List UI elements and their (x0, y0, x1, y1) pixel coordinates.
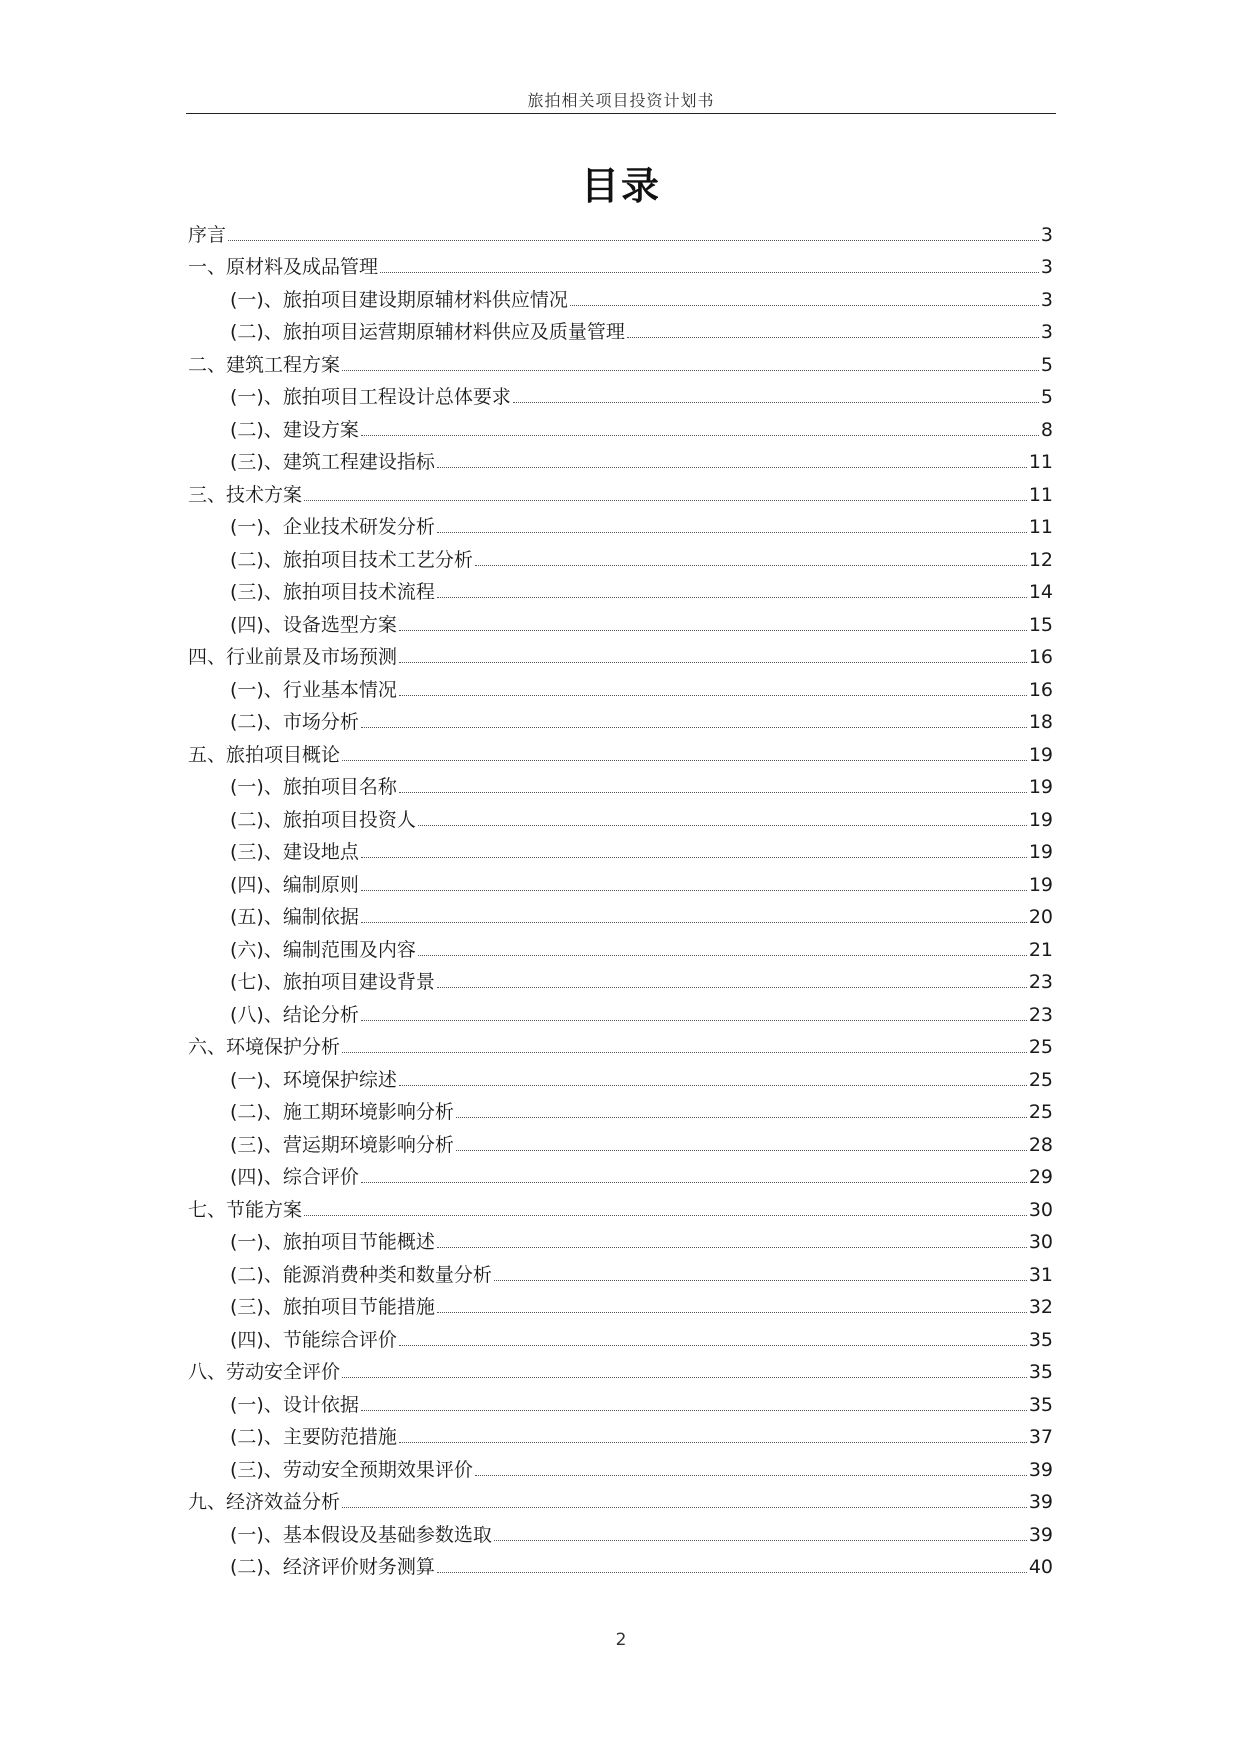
toc-section-entry[interactable] (188, 1027, 1053, 1060)
toc-section-entry[interactable] (188, 1189, 1053, 1222)
toc-entry-page: 19 (1028, 776, 1053, 798)
toc-subsection-entry[interactable] (188, 864, 1053, 897)
toc-subsection-entry[interactable] (188, 1059, 1053, 1092)
toc-entry-page: 12 (1028, 548, 1053, 571)
toc-dot-leader (437, 1247, 1027, 1248)
toc-dot-leader (399, 630, 1027, 631)
toc-dot-leader (494, 1280, 1027, 1281)
toc-subsection-entry[interactable] (188, 1514, 1053, 1547)
toc-subsection-entry[interactable] (188, 669, 1053, 702)
toc-subsection-entry[interactable] (188, 312, 1053, 345)
toc-subsection-entry[interactable] (188, 1254, 1053, 1287)
toc-subsection-entry[interactable] (188, 929, 1053, 962)
toc-dot-leader (494, 1540, 1027, 1541)
toc-entry-page: 40 (1028, 1556, 1053, 1578)
toc-entry-page: 19 (1028, 743, 1053, 766)
toc-entry-page: 39 (1028, 1458, 1053, 1481)
toc-dot-leader (399, 792, 1027, 793)
toc-dot-leader (361, 1182, 1027, 1183)
toc-entry-label: (一)、设计依据 (230, 1393, 359, 1416)
toc-entry-page: 39 (1028, 1523, 1053, 1546)
toc-dot-leader (418, 955, 1027, 956)
toc-entry-label: 三、技术方案 (188, 483, 303, 506)
toc-entry-label: (二)、主要防范措施 (230, 1426, 397, 1448)
toc-subsection-entry[interactable] (188, 377, 1053, 410)
toc-dot-leader (456, 1117, 1027, 1118)
toc-subsection-entry[interactable] (188, 1319, 1053, 1352)
toc-dot-leader (342, 1507, 1027, 1508)
toc-section-entry[interactable] (188, 637, 1053, 670)
toc-entry-label: (二)、能源消费种类和数量分析 (230, 1263, 492, 1286)
toc-subsection-entry[interactable] (188, 897, 1053, 930)
toc-dot-leader (342, 1052, 1027, 1053)
toc-entry-label: 六、环境保护分析 (188, 1036, 341, 1058)
toc-dot-leader (228, 240, 1039, 241)
toc-entry-label: (三)、营运期环境影响分析 (230, 1133, 454, 1156)
toc-section-entry[interactable] (188, 214, 1053, 247)
toc-subsection-entry[interactable] (188, 1124, 1053, 1157)
toc-dot-leader (361, 435, 1039, 436)
toc-entry-page: 5 (1040, 353, 1053, 376)
toc-dot-leader (342, 370, 1039, 371)
toc-entry-page: 11 (1028, 451, 1053, 473)
toc-subsection-entry[interactable] (188, 962, 1053, 995)
toc-subsection-entry[interactable] (188, 1222, 1053, 1255)
toc-entry-page: 39 (1028, 1491, 1053, 1513)
toc-dot-leader (456, 1150, 1027, 1151)
toc-entry-label: (三)、建设地点 (230, 841, 359, 863)
toc-section-entry[interactable] (188, 1482, 1053, 1515)
toc-entry-page: 15 (1028, 613, 1053, 636)
toc-entry-label: (二)、建设方案 (230, 418, 359, 441)
toc-subsection-entry[interactable] (188, 442, 1053, 475)
toc-entry-label: (一)、旅拍项目名称 (230, 776, 397, 798)
toc-entry-label: (二)、旅拍项目技术工艺分析 (230, 548, 473, 571)
toc-entry-page: 3 (1040, 288, 1053, 311)
toc-entry-label: 八、劳动安全评价 (188, 1361, 341, 1383)
toc-entry-label: (四)、编制原则 (230, 873, 359, 896)
toc-entry-label: (七)、旅拍项目建设背景 (230, 971, 435, 993)
toc-entry-page: 11 (1028, 516, 1053, 538)
toc-entry-page: 23 (1028, 1003, 1053, 1026)
toc-entry-label: (三)、劳动安全预期效果评价 (230, 1458, 473, 1481)
toc-entry-page: 30 (1028, 1231, 1053, 1253)
toc-subsection-entry[interactable] (188, 1287, 1053, 1320)
toc-entry-page: 35 (1028, 1361, 1053, 1383)
toc-dot-leader (361, 857, 1027, 858)
toc-dot-leader (418, 825, 1027, 826)
toc-entry-label: 一、原材料及成品管理 (188, 256, 379, 278)
toc-entry-page: 37 (1028, 1426, 1053, 1448)
toc-entry-label: (一)、环境保护综述 (230, 1068, 397, 1091)
toc-title: 目录 (580, 163, 661, 208)
toc-entry-label: 二、建筑工程方案 (188, 353, 341, 376)
toc-entry-label: (二)、旅拍项目投资人 (230, 808, 416, 831)
toc-subsection-entry[interactable] (188, 1092, 1053, 1125)
toc-subsection-entry[interactable] (188, 279, 1053, 312)
toc-entry-label: (一)、旅拍项目工程设计总体要求 (230, 386, 511, 408)
toc-subsection-entry[interactable] (188, 1157, 1053, 1190)
toc-entry-label: (四)、设备选型方案 (230, 613, 397, 636)
toc-entry-label: (三)、旅拍项目技术流程 (230, 581, 435, 603)
toc-dot-leader (437, 467, 1027, 468)
toc-subsection-entry[interactable] (188, 799, 1053, 832)
toc-entry-page: 3 (1040, 321, 1053, 343)
toc-dot-leader (342, 1377, 1027, 1378)
toc-dot-leader (361, 922, 1027, 923)
toc-entry-page: 31 (1028, 1263, 1053, 1286)
toc-entry-page: 25 (1028, 1036, 1053, 1058)
toc-entry-label: 七、节能方案 (188, 1198, 303, 1221)
toc-dot-leader (361, 1020, 1027, 1021)
toc-subsection-entry[interactable] (188, 409, 1053, 442)
toc-dot-leader (304, 1215, 1027, 1216)
toc-subsection-entry[interactable] (188, 507, 1053, 540)
toc-entry-label: (一)、旅拍项目建设期原辅材料供应情况 (230, 288, 568, 311)
toc-entry-label: 五、旅拍项目概论 (188, 743, 341, 766)
toc-entry-page: 21 (1028, 938, 1053, 961)
toc-entry-page: 29 (1028, 1166, 1053, 1188)
toc-entry-label: (二)、经济评价财务测算 (230, 1556, 435, 1578)
toc-entry-page: 16 (1028, 646, 1053, 668)
toc-entry-page: 35 (1028, 1328, 1053, 1351)
toc-dot-leader (475, 1475, 1027, 1476)
toc-entry-page: 11 (1028, 483, 1053, 506)
toc-dot-leader (304, 500, 1027, 501)
toc-entry-label: 九、经济效益分析 (188, 1491, 341, 1513)
toc-entry-page: 28 (1028, 1133, 1053, 1156)
toc-subsection-entry[interactable] (188, 604, 1053, 637)
toc-entry-label: (三)、旅拍项目节能措施 (230, 1296, 435, 1318)
toc-entry-label: (六)、编制范围及内容 (230, 938, 416, 961)
toc-dot-leader (475, 565, 1027, 566)
toc-entry-label: (一)、企业技术研发分析 (230, 516, 435, 538)
toc-entry-label: 序言 (188, 223, 227, 246)
toc-entry-label: (一)、旅拍项目节能概述 (230, 1231, 435, 1253)
toc-section-entry[interactable] (188, 1352, 1053, 1385)
toc-entry-page: 3 (1040, 223, 1053, 246)
page-number: 2 (615, 1630, 627, 1650)
toc-entry-page: 5 (1040, 386, 1053, 408)
toc-subsection-entry[interactable] (188, 539, 1053, 572)
toc-entry-label: (八)、结论分析 (230, 1003, 359, 1026)
toc-entry-page: 18 (1028, 711, 1053, 733)
toc-subsection-entry[interactable] (188, 832, 1053, 865)
toc-entry-label: (四)、综合评价 (230, 1166, 359, 1188)
toc-entry-label: (二)、施工期环境影响分析 (230, 1101, 454, 1123)
toc-dot-leader (437, 1312, 1027, 1313)
toc-entry-label: (一)、行业基本情况 (230, 678, 397, 701)
toc-entry-page: 19 (1028, 841, 1053, 863)
toc-subsection-entry[interactable] (188, 572, 1053, 605)
toc-section-entry[interactable] (188, 734, 1053, 767)
toc-subsection-entry[interactable] (188, 1449, 1053, 1482)
toc-entry-label: (四)、节能综合评价 (230, 1328, 397, 1351)
toc-subsection-entry[interactable] (188, 1384, 1053, 1417)
toc-dot-leader (513, 402, 1039, 403)
toc-entry-label: (一)、基本假设及基础参数选取 (230, 1523, 492, 1546)
toc-subsection-entry[interactable] (188, 767, 1053, 800)
toc-subsection-entry[interactable] (188, 994, 1053, 1027)
toc-entry-label: (二)、旅拍项目运营期原辅材料供应及质量管理 (230, 321, 625, 343)
toc-section-entry[interactable] (188, 247, 1053, 280)
toc-dot-leader (570, 305, 1039, 306)
toc-entry-label: 四、行业前景及市场预测 (188, 646, 398, 668)
toc-dot-leader (361, 1410, 1027, 1411)
toc-entry-page: 35 (1028, 1393, 1053, 1416)
toc-entry-page: 20 (1028, 906, 1053, 928)
table-of-contents (188, 214, 1053, 1579)
toc-entry-page: 25 (1028, 1068, 1053, 1091)
toc-dot-leader (437, 987, 1027, 988)
toc-dot-leader (399, 1345, 1027, 1346)
toc-section-entry[interactable] (188, 474, 1053, 507)
toc-dot-leader (627, 337, 1039, 338)
toc-entry-label: (五)、编制依据 (230, 906, 359, 928)
toc-dot-leader (361, 890, 1027, 891)
toc-entry-page: 19 (1028, 873, 1053, 896)
toc-entry-label: (三)、建筑工程建设指标 (230, 451, 435, 473)
toc-dot-leader (399, 662, 1027, 663)
toc-dot-leader (437, 532, 1027, 533)
toc-dot-leader (399, 1442, 1027, 1443)
header-divider (186, 113, 1056, 114)
toc-dot-leader (399, 1085, 1027, 1086)
toc-dot-leader (380, 272, 1039, 273)
toc-section-entry[interactable] (188, 344, 1053, 377)
toc-subsection-entry[interactable] (188, 702, 1053, 735)
toc-entry-page: 8 (1040, 418, 1053, 441)
toc-subsection-entry[interactable] (188, 1547, 1053, 1580)
toc-entry-page: 25 (1028, 1101, 1053, 1123)
toc-dot-leader (437, 1572, 1027, 1573)
toc-entry-label: (二)、市场分析 (230, 711, 359, 733)
toc-entry-page: 14 (1028, 581, 1053, 603)
toc-entry-page: 30 (1028, 1198, 1053, 1221)
running-header: 旅拍相关项目投资计划书 (527, 91, 715, 110)
toc-entry-page: 19 (1028, 808, 1053, 831)
toc-entry-page: 23 (1028, 971, 1053, 993)
toc-dot-leader (437, 597, 1027, 598)
toc-dot-leader (342, 760, 1027, 761)
toc-subsection-entry[interactable] (188, 1417, 1053, 1450)
toc-dot-leader (361, 727, 1027, 728)
toc-entry-page: 32 (1028, 1296, 1053, 1318)
toc-entry-page: 16 (1028, 678, 1053, 701)
toc-entry-page: 3 (1040, 256, 1053, 278)
toc-dot-leader (399, 695, 1027, 696)
